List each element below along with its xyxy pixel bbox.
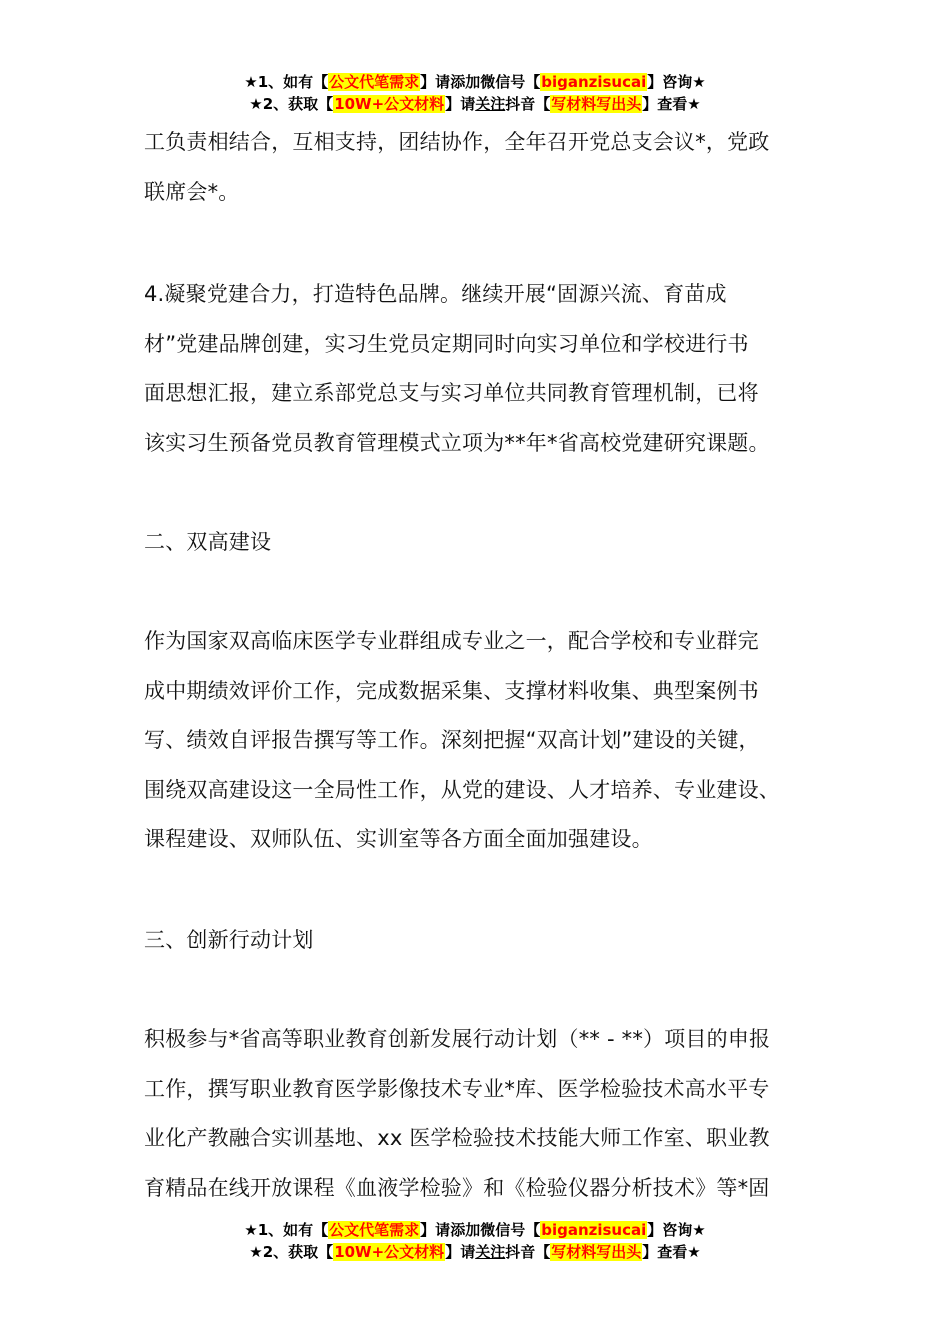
text-line: 成中期绩效评价工作，完成数据采集、支撑材料收集、典型案例书 [144, 678, 759, 703]
banner-text: ★1、如有【 [244, 73, 329, 91]
highlight-douyin-account: 写材料写出头 [551, 1243, 642, 1261]
text-line: 围绕双高建设这一全局性工作，从党的建设、人才培养、专业建设、 [144, 777, 780, 802]
text-line: 4.凝聚党建合力，打造特色品牌。继续开展“固源兴流、育苗成 [144, 282, 727, 306]
paragraph-continuation [144, 118, 834, 217]
header-banner [0, 71, 950, 115]
banner-line-1 [0, 1219, 950, 1241]
banner-text: ★1、如有【 [244, 1221, 329, 1239]
banner-text: ★2、获取【 [249, 1243, 334, 1261]
text-line: 写、绩效自评报告撰写等工作。深刻把握“双高计划”建设的关键， [144, 728, 760, 753]
banner-text: 】咨询★ [647, 1221, 706, 1239]
banner-text: 】查看★ [642, 95, 701, 113]
banner-line-1 [0, 71, 950, 93]
paragraph-double-high [144, 617, 834, 865]
text-line: 该实习生预备党员教育管理模式立项为**年*省高校党建研究课题。 [144, 430, 770, 455]
text-line: 面思想汇报，建立系部党总支与实习单位共同教育管理机制，已将 [144, 381, 759, 406]
text-line: 业化产教融合实训基地、xx 医学检验技术技能大师工作室、职业教 [144, 1126, 770, 1151]
banner-text: 微信号【 [480, 1221, 541, 1239]
text-line: 工负责相结合，互相支持，团结协作，全年召开党总支会议*，党政 [144, 130, 770, 154]
section-heading: 二、双高建设 [144, 530, 272, 554]
highlight-douyin-account: 写材料写出头 [551, 95, 642, 113]
text-line: 联席会*。 [144, 179, 240, 204]
footer-banner [0, 1219, 950, 1263]
highlight-materials: 10W+公文材料 [334, 95, 445, 113]
banner-text: 抖音【 [505, 1243, 551, 1261]
banner-text: 】咨询★ [647, 73, 706, 91]
banner-emphasis: 添加 [450, 73, 481, 91]
highlight-ghostwriting: 公文代笔需求 [329, 1221, 420, 1239]
banner-text: 】请 [420, 73, 451, 91]
banner-text: 】请 [445, 1243, 476, 1261]
text-line: 课程建设、双师队伍、实训室等各方面全面加强建设。 [144, 827, 653, 852]
banner-text: 】请 [445, 95, 476, 113]
banner-line-2 [0, 1241, 950, 1263]
banner-emphasis: 添加 [450, 1221, 481, 1239]
highlight-materials: 10W+公文材料 [334, 1243, 445, 1261]
highlight-wechat-id: biganzisucai [541, 1221, 647, 1239]
banner-text: 】查看★ [642, 1243, 701, 1261]
paragraph-party-brand [144, 270, 834, 468]
section-heading-double-high [144, 518, 834, 568]
section-heading-innovation [144, 916, 834, 966]
highlight-ghostwriting: 公文代笔需求 [329, 73, 420, 91]
text-line: 材”党建品牌创建，实习生党员定期同时向实习单位和学校进行书 [144, 331, 749, 356]
banner-emphasis: 关注 [475, 95, 506, 113]
text-line: 作为国家双高临床医学专业群组成专业之一，配合学校和专业群完 [144, 629, 759, 653]
banner-emphasis: 关注 [475, 1243, 506, 1261]
paragraph-innovation [144, 1015, 834, 1213]
banner-line-2 [0, 93, 950, 115]
text-line: 工作，撰写职业教育医学影像技术专业*库、医学检验技术高水平专 [144, 1076, 770, 1101]
text-line: 育精品在线开放课程《血液学检验》和《检验仪器分析技术》等*固 [144, 1175, 770, 1200]
banner-text: 抖音【 [505, 95, 551, 113]
banner-text: 】请 [420, 1221, 451, 1239]
highlight-wechat-id: biganzisucai [541, 73, 647, 91]
banner-text: ★2、获取【 [249, 95, 334, 113]
section-heading: 三、创新行动计划 [144, 928, 314, 952]
banner-text: 微信号【 [480, 73, 541, 91]
text-line: 积极参与*省高等职业教育创新发展行动计划（** - **）项目的申报 [144, 1027, 771, 1051]
